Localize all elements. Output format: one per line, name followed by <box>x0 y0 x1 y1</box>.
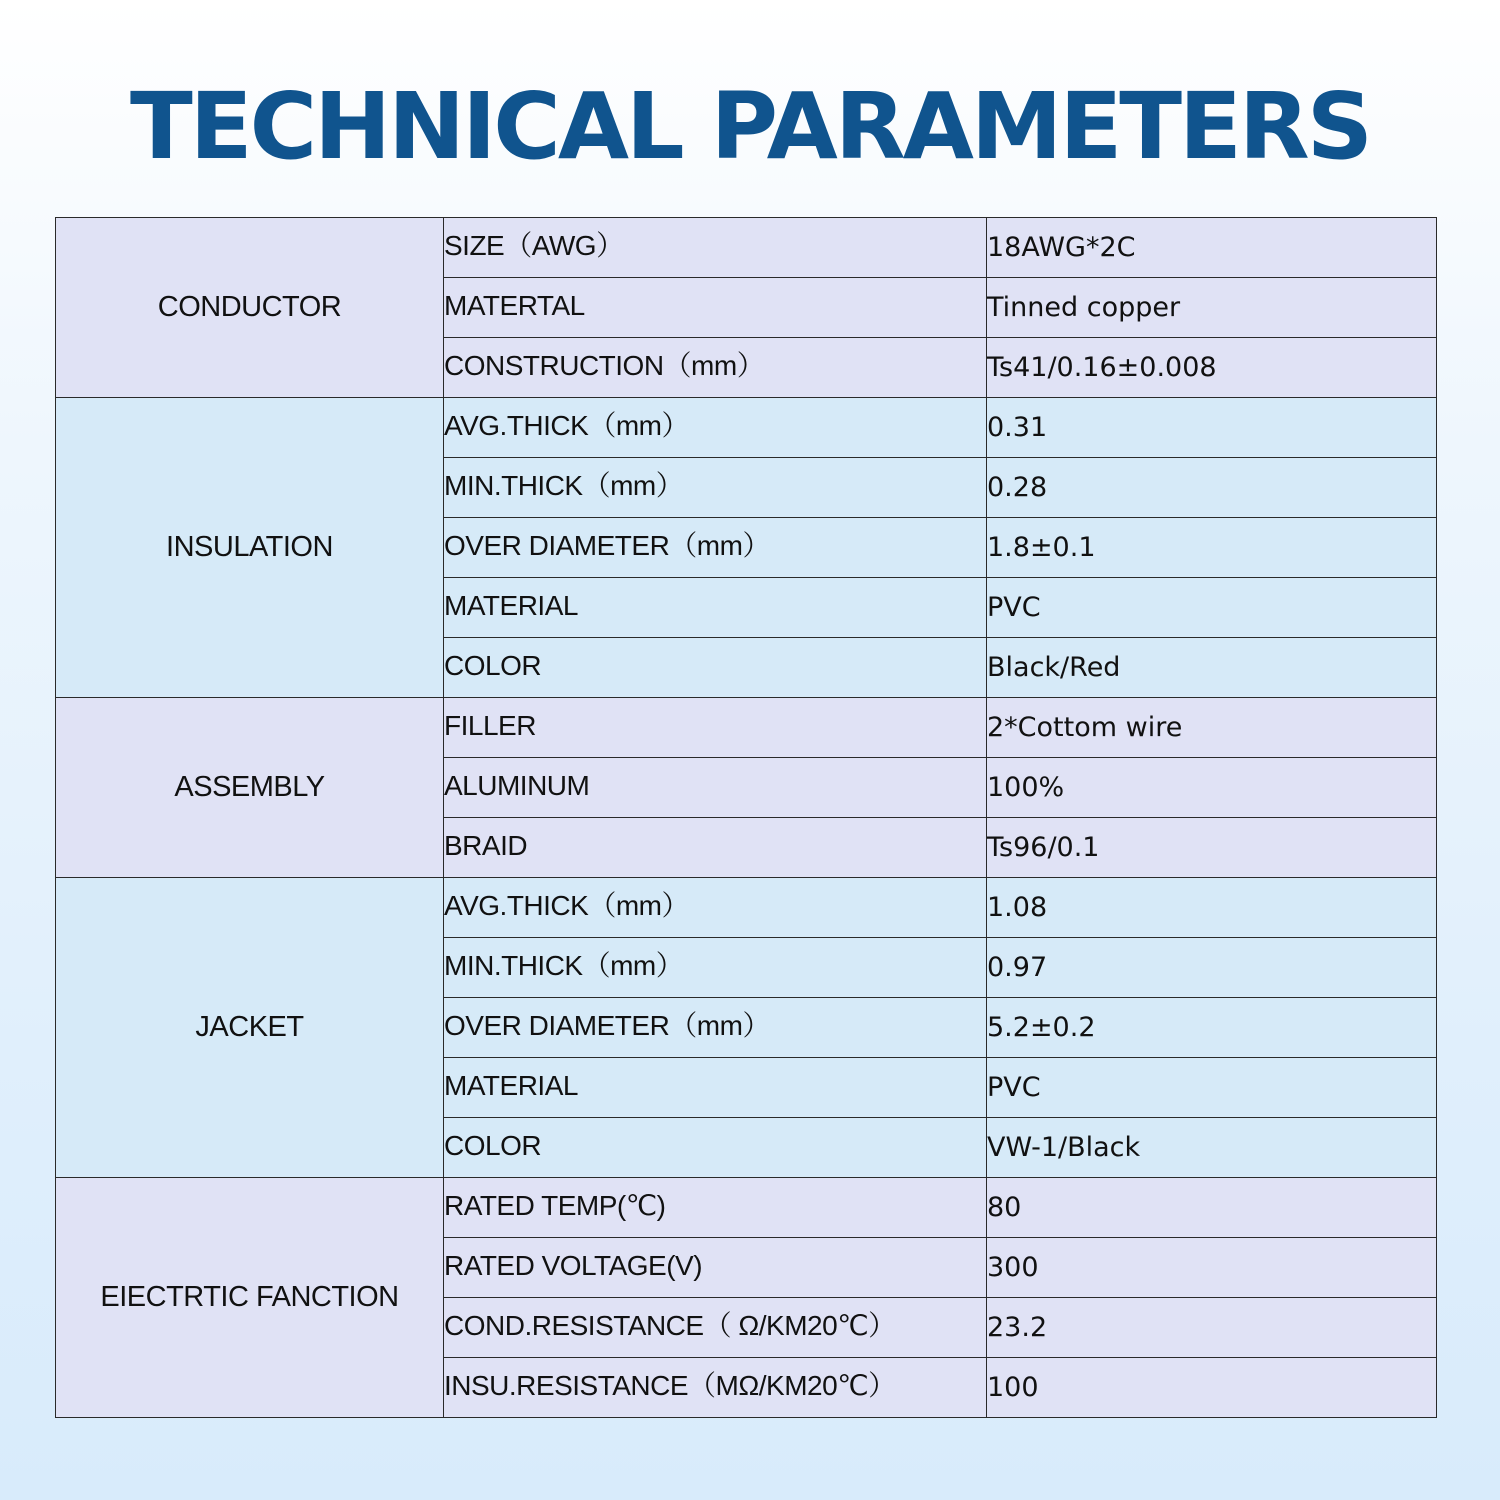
parameter-name: MATERIAL <box>444 590 578 621</box>
parameter-cell <box>444 1298 987 1358</box>
value-cell: Tinned copper <box>987 278 1437 338</box>
table-body <box>56 218 1437 1418</box>
value-cell: 100% <box>987 758 1437 818</box>
parameter-name: AVG.THICK（mm） <box>444 890 689 921</box>
value-cell: 80 <box>987 1178 1437 1238</box>
table-row <box>56 878 1437 938</box>
table-row <box>56 218 1437 278</box>
parameter-cell <box>444 1118 987 1178</box>
technical-parameters-table <box>55 217 1437 1418</box>
value-cell: Ts41/0.16±0.008 <box>987 338 1437 398</box>
parameter-name: OVER DIAMETER（mm） <box>444 530 770 561</box>
parameter-cell <box>444 1358 987 1418</box>
parameter-name: MIN.THICK（mm） <box>444 470 684 501</box>
parameter-cell <box>444 398 987 458</box>
parameter-cell <box>444 878 987 938</box>
value-cell: 300 <box>987 1238 1437 1298</box>
parameter-name: MIN.THICK（mm） <box>444 950 684 981</box>
value-cell: 0.97 <box>987 938 1437 998</box>
table-row <box>56 698 1437 758</box>
parameter-name: COND.RESISTANCE（ Ω/KM20℃） <box>444 1310 896 1341</box>
parameter-name: OVER DIAMETER（mm） <box>444 1010 770 1041</box>
value-cell: PVC <box>987 1058 1437 1118</box>
page-title: TECHNICAL PARAMETERS <box>129 73 1371 180</box>
parameter-cell <box>444 218 987 278</box>
group-label: JACKET <box>56 878 444 1178</box>
parameter-cell <box>444 1178 987 1238</box>
parameter-name: RATED TEMP(℃) <box>444 1190 666 1221</box>
parameter-cell <box>444 758 987 818</box>
value-cell: Ts96/0.1 <box>987 818 1437 878</box>
parameter-cell <box>444 698 987 758</box>
parameter-cell <box>444 338 987 398</box>
parameter-name: ALUMINUM <box>444 770 590 801</box>
parameter-name: MATERIAL <box>444 1070 578 1101</box>
parameter-cell <box>444 938 987 998</box>
parameter-name: CONSTRUCTION（mm） <box>444 350 765 381</box>
value-cell: 23.2 <box>987 1298 1437 1358</box>
parameter-cell <box>444 1238 987 1298</box>
table-row <box>56 398 1437 458</box>
value-cell: 2*Cottom wire <box>987 698 1437 758</box>
parameter-name: INSU.RESISTANCE（MΩ/KM20℃） <box>444 1370 896 1401</box>
value-cell: 0.28 <box>987 458 1437 518</box>
parameter-cell <box>444 458 987 518</box>
group-label: INSULATION <box>56 398 444 698</box>
parameter-name: COLOR <box>444 650 542 681</box>
group-label: EIECTRTIC FANCTION <box>56 1178 444 1418</box>
group-label: CONDUCTOR <box>56 218 444 398</box>
value-cell: Black/Red <box>987 638 1437 698</box>
parameter-cell <box>444 998 987 1058</box>
parameter-cell <box>444 638 987 698</box>
value-cell: 100 <box>987 1358 1437 1418</box>
parameter-name: AVG.THICK（mm） <box>444 410 689 441</box>
parameter-name: BRAID <box>444 830 528 861</box>
parameter-name: MATERTAL <box>444 290 585 321</box>
value-cell: VW-1/Black <box>987 1118 1437 1178</box>
value-cell: 1.08 <box>987 878 1437 938</box>
parameter-name: COLOR <box>444 1130 542 1161</box>
parameter-cell <box>444 1058 987 1118</box>
table-row <box>56 1178 1437 1238</box>
parameter-cell <box>444 278 987 338</box>
parameter-cell <box>444 818 987 878</box>
parameter-name: RATED VOLTAGE(V) <box>444 1250 703 1281</box>
parameter-name: FILLER <box>444 710 536 741</box>
parameter-name: SIZE（AWG） <box>444 230 624 261</box>
parameter-cell <box>444 518 987 578</box>
value-cell: 1.8±0.1 <box>987 518 1437 578</box>
parameter-cell <box>444 578 987 638</box>
value-cell: PVC <box>987 578 1437 638</box>
value-cell: 5.2±0.2 <box>987 998 1437 1058</box>
group-label: ASSEMBLY <box>56 698 444 878</box>
value-cell: 18AWG*2C <box>987 218 1437 278</box>
value-cell: 0.31 <box>987 398 1437 458</box>
